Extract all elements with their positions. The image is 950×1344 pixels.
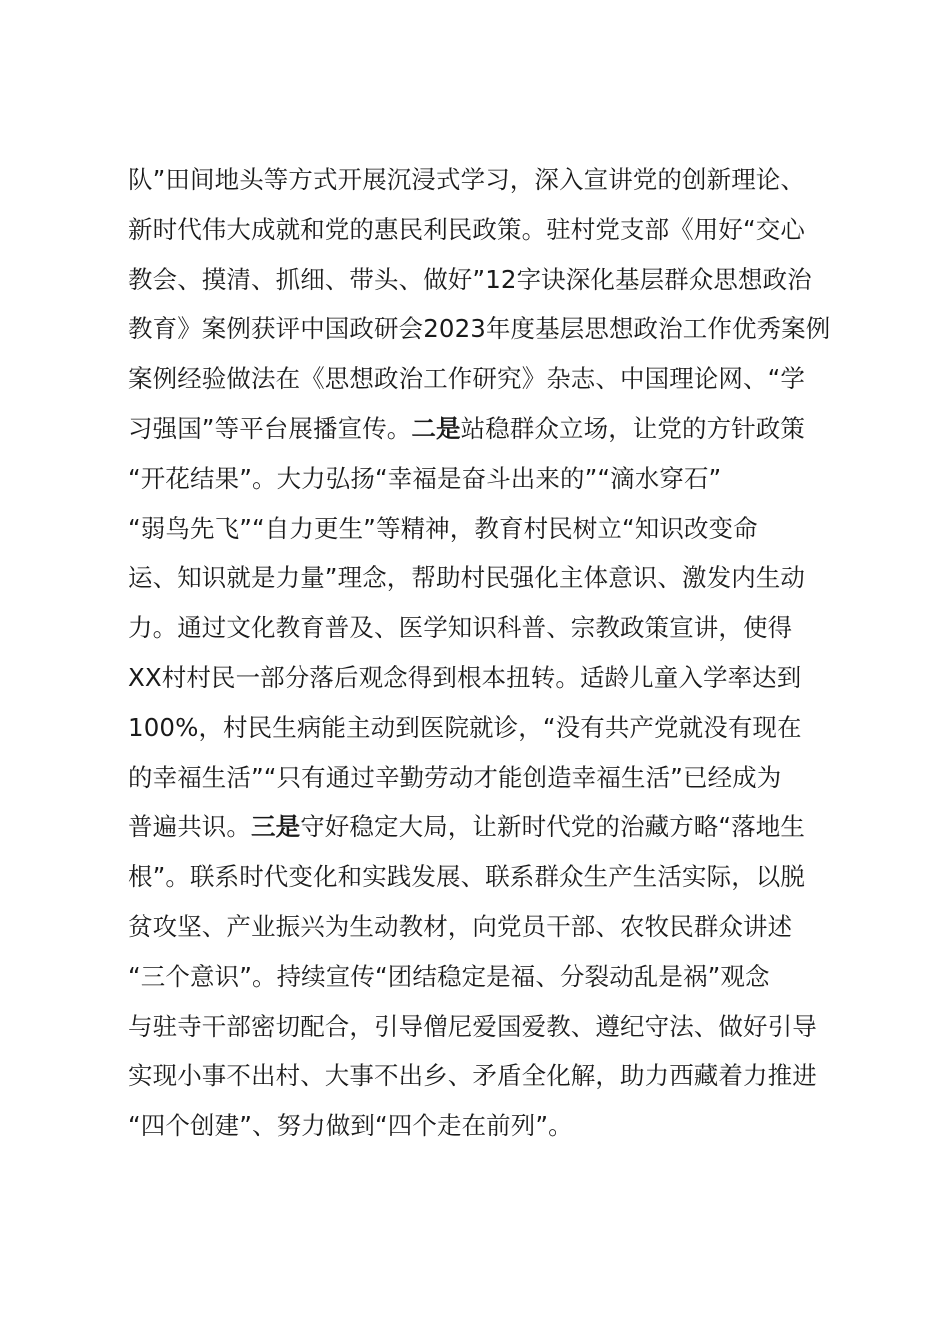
text-segment: “四个创建”、努力做到“四个走在前列”。 bbox=[128, 1111, 573, 1141]
text-line bbox=[128, 155, 868, 205]
bold-lead-phrase: 二是 bbox=[411, 413, 461, 443]
text-line bbox=[128, 504, 868, 554]
text-segment: 守好稳定大局，让新时代党的治藏方略“落地生 bbox=[300, 812, 805, 842]
text-line bbox=[128, 1101, 868, 1151]
text-line bbox=[128, 653, 868, 703]
text-segment: 站稳群众立场，让党的方针政策 bbox=[460, 413, 806, 443]
text-line bbox=[128, 802, 868, 852]
text-segment: 与驻寺干部密切配合，引导僧尼爱国爱教、遵纪守法、做好引导 bbox=[128, 1011, 817, 1041]
text-segment: 习强国”等平台展播宣传。 bbox=[128, 413, 412, 443]
text-line bbox=[128, 1002, 868, 1052]
text-line bbox=[128, 454, 868, 504]
text-segment: 新时代伟大成就和党的惠民利民政策。驻村党支部《用好“交心 bbox=[128, 214, 805, 244]
text-segment: 的幸福生活”“只有通过辛勤劳动才能创造幸福生活”已经成为 bbox=[128, 762, 782, 792]
text-line bbox=[128, 255, 868, 305]
text-segment: 力。通过文化教育普及、医学知识科普、宗教政策宣讲，使得 bbox=[128, 613, 793, 643]
text-segment: 案例经验做法在《思想政治工作研究》杂志、中国理论网、“学 bbox=[128, 364, 805, 394]
text-line bbox=[128, 553, 868, 603]
text-line bbox=[128, 753, 868, 803]
text-segment: 100%，村民生病能主动到医院就诊，“没有共产党就没有现在 bbox=[128, 712, 802, 742]
text-segment: “三个意识”。持续宣传“团结稳定是福、分裂动乱是祸”观念 bbox=[128, 961, 770, 991]
text-line bbox=[128, 1051, 868, 1101]
text-line bbox=[128, 852, 868, 902]
text-segment: “开花结果”。大力弘扬“幸福是奋斗出来的”“滴水穿石” bbox=[128, 463, 722, 493]
text-line bbox=[128, 304, 868, 354]
text-line bbox=[128, 603, 868, 653]
text-line bbox=[128, 354, 868, 404]
text-line bbox=[128, 404, 868, 454]
text-segment: 普遍共识。 bbox=[128, 812, 251, 842]
text-segment: 根”。联系时代变化和实践发展、联系群众生产生活实际，以脱 bbox=[128, 862, 805, 892]
body-paragraph bbox=[128, 155, 868, 1151]
text-segment: 队”田间地头等方式开展沉浸式学习，深入宣讲党的创新理论、 bbox=[128, 165, 805, 194]
text-segment: 教会、摸清、抓细、带头、做好”12字诀深化基层群众思想政治 bbox=[128, 264, 812, 294]
text-segment: 实现小事不出村、大事不出乡、矛盾全化解，助力西藏着力推进 bbox=[128, 1061, 817, 1091]
text-line bbox=[128, 205, 868, 255]
text-line bbox=[128, 902, 868, 952]
text-segment: 贫攻坚、产业振兴为生动教材，向党员干部、农牧民群众讲述 bbox=[128, 911, 793, 941]
bold-lead-phrase: 三是 bbox=[251, 812, 301, 842]
text-segment: “弱鸟先飞”“自力更生”等精神，教育村民树立“知识改变命 bbox=[128, 513, 758, 543]
text-line bbox=[128, 952, 868, 1002]
text-segment: 运、知识就是力量”理念，帮助村民强化主体意识、激发内生动 bbox=[128, 563, 805, 593]
text-line bbox=[128, 703, 868, 753]
text-segment: XX村村民一部分落后观念得到根本扭转。适龄儿童入学率达到 bbox=[128, 662, 802, 692]
text-segment: 教育》案例获评中国政研会2023年度基层思想政治工作优秀案例 bbox=[128, 314, 831, 344]
